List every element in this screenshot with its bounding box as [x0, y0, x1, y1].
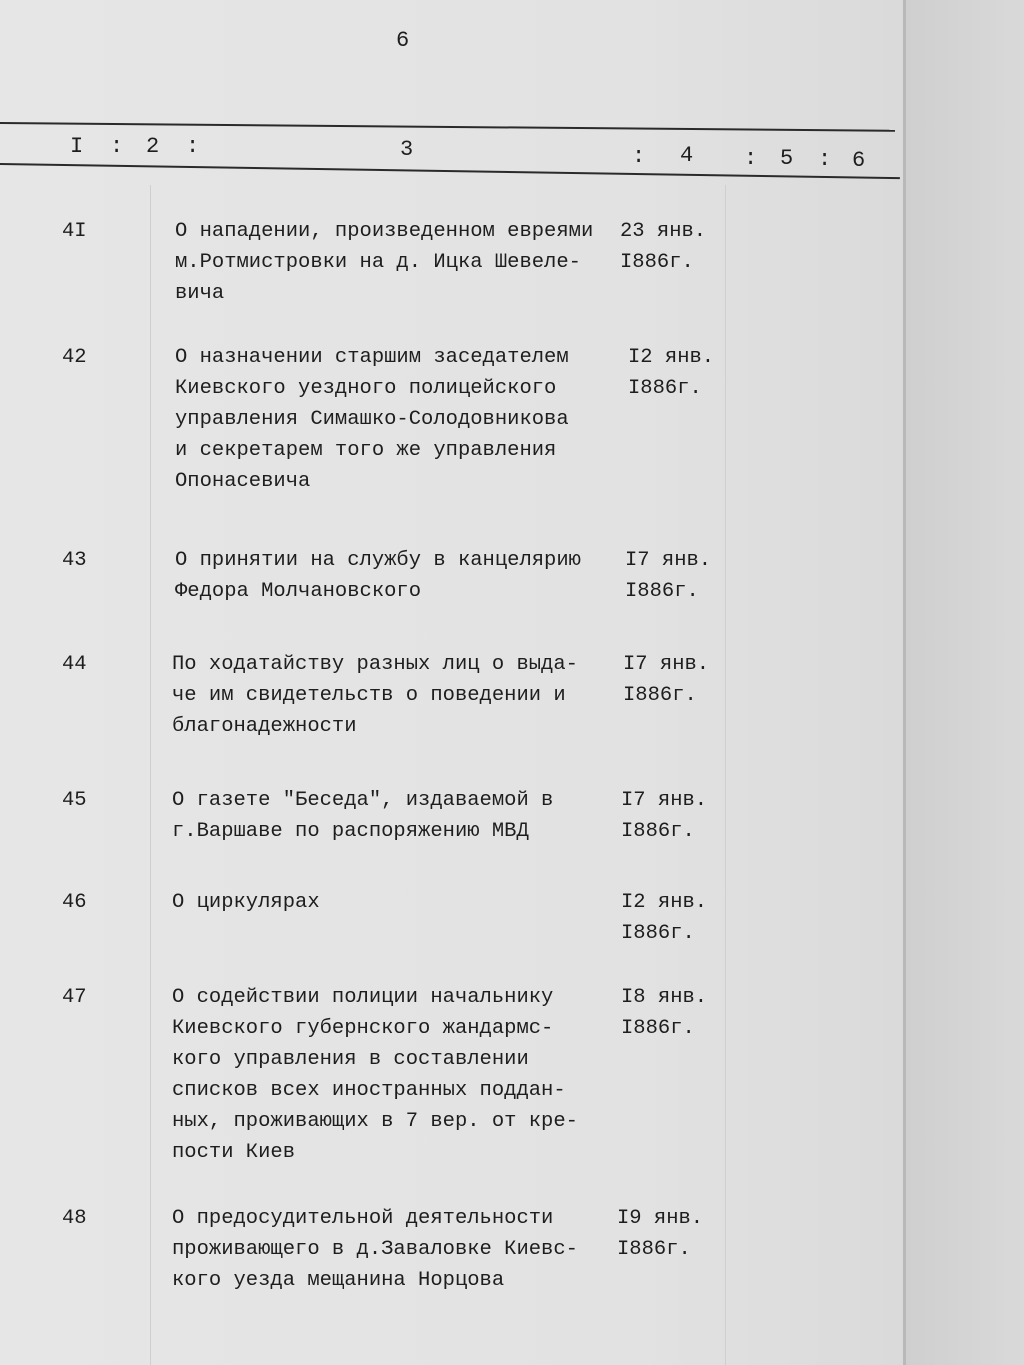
column-1-label: I — [70, 134, 84, 159]
row-description: О нападении, произведенном евреями м.Ротмистровки на д. Ицка Шевеле- вича — [175, 220, 594, 305]
row-number: 42 — [62, 346, 87, 369]
row-date: I9 янв. I886г. — [617, 1207, 704, 1261]
row-description: О назначении старшим заседателем Киевского уездного полицейского управления Симашко-Солодовникова и секретарем того же управления Опонасевича — [175, 346, 569, 493]
row-number: 43 — [62, 549, 87, 572]
column-separator: : — [632, 144, 646, 169]
row-number: 46 — [62, 891, 87, 914]
row-description: О предосудительной деятельности проживающего в д.Заваловке Киевс- кого уезда мещанина Норцова — [172, 1207, 578, 1292]
column-6-label: 6 — [852, 148, 866, 173]
underlying-page — [906, 0, 1024, 1365]
row-number: 44 — [62, 653, 87, 676]
column-3-label: 3 — [400, 137, 414, 162]
row-date: I7 янв. I886г. — [621, 789, 708, 843]
column-divider — [725, 185, 726, 1365]
row-number: 47 — [62, 986, 87, 1009]
row-description: По ходатайству разных лиц о выда- че им свидетельств о поведении и благонадежности — [172, 653, 578, 738]
row-description: О содействии полиции начальнику Киевского губернского жандармс- кого управления в составлении списков всех иностранных поддан- ных, проживающих в 7 вер. от кре- пости Киев — [172, 986, 578, 1164]
row-description: О принятии на службу в канцелярию Федора Молчановского — [175, 549, 581, 603]
row-date: I7 янв. I886г. — [625, 549, 712, 603]
column-5-label: 5 — [780, 146, 794, 171]
row-number: 45 — [62, 789, 87, 812]
row-date: 23 янв. I886г. — [620, 220, 707, 274]
row-number: 4I — [62, 220, 87, 243]
row-description: О циркулярах — [172, 891, 320, 914]
row-date: I8 янв. I886г. — [621, 986, 708, 1040]
row-date: I2 янв. I886г. — [621, 891, 708, 945]
column-divider — [150, 185, 151, 1365]
row-date: I7 янв. I886г. — [623, 653, 710, 707]
column-separator: : — [186, 134, 200, 159]
column-separator: : — [818, 147, 832, 172]
column-2-label: 2 — [146, 134, 160, 159]
column-4-label: 4 — [680, 143, 694, 168]
page-number: 6 — [396, 28, 410, 53]
row-number: 48 — [62, 1207, 87, 1230]
row-description: О газете "Беседа", издаваемой в г.Варшаве по распоряжению МВД — [172, 789, 554, 843]
row-date: I2 янв. I886г. — [628, 346, 715, 400]
column-separator: : — [744, 146, 758, 171]
column-separator: : — [110, 134, 124, 159]
